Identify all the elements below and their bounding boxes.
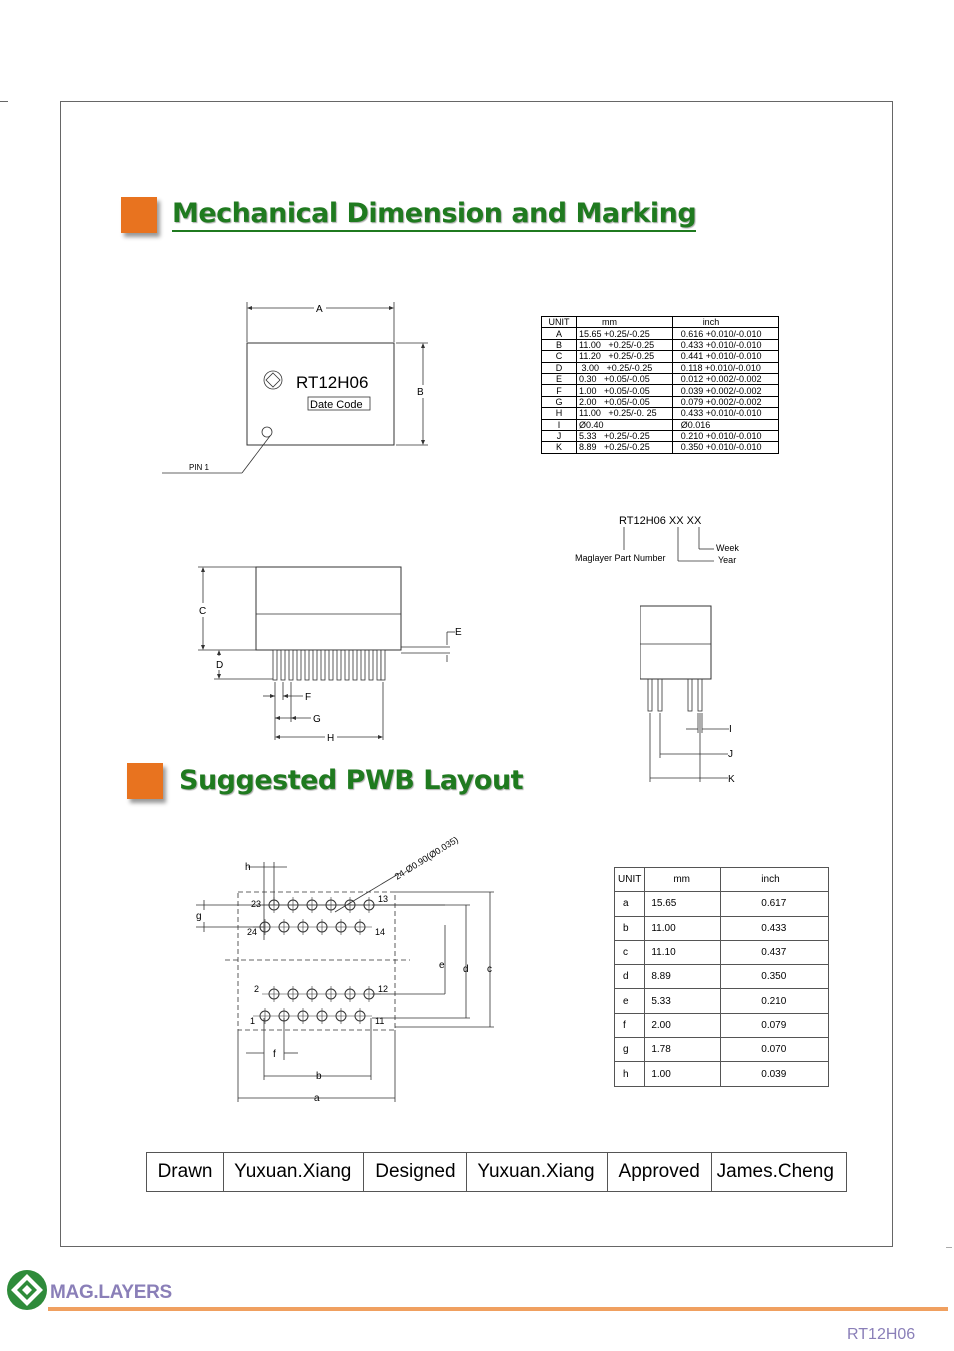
corner-mark [946, 1247, 952, 1248]
dim-label-c: C [199, 606, 207, 617]
table-cell: 0.350 [721, 965, 829, 989]
table-row [542, 339, 779, 350]
dim-label-j: J [728, 749, 733, 760]
table-cell: 0.433 +0.010/-0.010 [672, 408, 778, 419]
table-row [615, 892, 829, 916]
table-cell: 15.65 [645, 892, 721, 916]
table-cell: H [542, 408, 577, 419]
table-cell: 0.30 +0.05/-0.05 [577, 373, 673, 384]
end-view-drawing [640, 600, 740, 790]
table-cell: 0.350 +0.010/-0.010 [672, 442, 778, 453]
table-cell: 8.89 +0.25/-0.25 [577, 442, 673, 453]
table-cell: 0.070 [721, 1038, 829, 1062]
table-cell: 11.00 [645, 916, 721, 940]
table-cell: 2.00 +0.05/-0.05 [577, 396, 673, 407]
table-header-cell: inch [721, 868, 829, 892]
table-cell: 0.433 +0.010/-0.010 [672, 339, 778, 350]
approved-label: Approved [607, 1153, 711, 1192]
pin-label-2: 2 [254, 984, 260, 994]
signoff-table [146, 1152, 847, 1192]
side-view-drawing [195, 560, 465, 750]
table-cell: b [615, 916, 645, 940]
table-row [615, 1062, 829, 1086]
drawn-by: Yuxuan.Xiang [224, 1153, 364, 1192]
table-cell: 0.616 +0.010/-0.010 [672, 328, 778, 339]
corner-mark [0, 101, 8, 102]
table-row [542, 419, 779, 430]
designed-label: Designed [364, 1153, 467, 1192]
table-row [542, 442, 779, 453]
table-cell: 0.433 [721, 916, 829, 940]
designed-by: Yuxuan.Xiang [467, 1153, 607, 1192]
table-cell: d [615, 965, 645, 989]
dim-label-a-lower: a [314, 1093, 320, 1104]
pin-label-11: 11 [375, 1016, 385, 1026]
dim-label-e-lower: e [439, 960, 445, 971]
drawn-label: Drawn [147, 1153, 224, 1192]
table-cell: Ø0.40 [577, 419, 673, 430]
dim-label-h-lower: h [245, 862, 251, 873]
dim-label-f-lower: f [273, 1049, 276, 1060]
dim-label-a: A [316, 304, 323, 315]
table-row [615, 940, 829, 964]
table-cell: a [615, 892, 645, 916]
dim-label-e: E [455, 627, 462, 638]
part-number-marking: RT12H06 [296, 373, 369, 392]
dim-label-d-lower: d [463, 964, 469, 975]
table-cell: 0.079 +0.002/-0.002 [672, 396, 778, 407]
table-header-row [615, 868, 829, 892]
pin-label-13: 13 [378, 894, 389, 904]
table-cell: 0.039 [721, 1062, 829, 1086]
dim-label-f: F [305, 692, 312, 703]
hole-note: 24-Ø0.90(Ø0.035) [392, 834, 461, 882]
table-cell: 0.118 +0.010/-0.010 [672, 362, 778, 373]
table-cell: B [542, 339, 577, 350]
dimension-table [541, 316, 779, 454]
marking-week-label: Week [716, 543, 739, 553]
table-cell: 1.78 [645, 1038, 721, 1062]
table-header-row [542, 317, 779, 328]
pwb-layout-drawing [190, 825, 500, 1105]
dim-label-b-lower: b [316, 1071, 322, 1082]
date-code-marking: Date Code [310, 399, 363, 411]
table-cell: 0.617 [721, 892, 829, 916]
table-header-cell: UNIT [615, 868, 645, 892]
footer-rule [48, 1307, 948, 1311]
table-header-cell: mm [645, 868, 721, 892]
table-row [615, 989, 829, 1013]
table-row [615, 916, 829, 940]
table-row [615, 1038, 829, 1062]
table-header-cell: UNIT [542, 317, 577, 328]
pin-label-1: 1 [250, 1016, 256, 1026]
table-row [542, 328, 779, 339]
table-cell: Ø0.016 [672, 419, 778, 430]
table-row [542, 385, 779, 396]
table-cell: g [615, 1038, 645, 1062]
table-cell: 1.00 +0.05/-0.05 [577, 385, 673, 396]
table-cell: 8.89 [645, 965, 721, 989]
table-cell: c [615, 940, 645, 964]
table-cell: 0.441 +0.010/-0.010 [672, 351, 778, 362]
table-cell: 2.00 [645, 1013, 721, 1037]
table-cell: 0.039 +0.002/-0.002 [672, 385, 778, 396]
pin-label-14: 14 [375, 927, 386, 937]
table-row [542, 351, 779, 362]
table-row [542, 362, 779, 373]
dim-label-h: H [327, 733, 335, 744]
table-row [615, 965, 829, 989]
table-cell: F [542, 385, 577, 396]
pin1-label: PIN 1 [189, 463, 210, 472]
table-cell: D [542, 362, 577, 373]
table-row [542, 373, 779, 384]
table-row [542, 430, 779, 441]
table-cell: A [542, 328, 577, 339]
table-cell: 3.00 +0.25/-0.25 [577, 362, 673, 373]
table-row [542, 396, 779, 407]
dim-label-c-lower: c [487, 964, 492, 975]
marking-legend [570, 510, 760, 570]
dim-label-d: D [216, 660, 224, 671]
top-view-drawing [150, 295, 440, 480]
section-title-mechanical: Mechanical Dimension and Marking [172, 198, 696, 232]
table-cell: G [542, 396, 577, 407]
dim-label-g: G [313, 714, 321, 725]
pin-label-12: 12 [378, 984, 389, 994]
brand-logo-icon [5, 1268, 49, 1312]
table-cell: 5.33 +0.25/-0.25 [577, 430, 673, 441]
table-cell: K [542, 442, 577, 453]
table-cell: 0.012 +0.002/-0.002 [672, 373, 778, 384]
dim-label-i: I [729, 724, 732, 735]
table-cell: 11.20 +0.25/-0.25 [577, 351, 673, 362]
pwb-table [614, 867, 829, 1087]
table-cell: f [615, 1013, 645, 1037]
table-cell: 0.210 +0.010/-0.010 [672, 430, 778, 441]
section-title-pwb: Suggested PWB Layout [179, 765, 524, 796]
table-cell: 1.00 [645, 1062, 721, 1086]
table-cell: 11.10 [645, 940, 721, 964]
table-cell: e [615, 989, 645, 1013]
section-marker-icon [121, 197, 157, 233]
table-cell: J [542, 430, 577, 441]
table-cell: h [615, 1062, 645, 1086]
footer-part-number: RT12H06 [847, 1326, 916, 1343]
dim-label-k: K [728, 774, 735, 785]
table-header-cell: inch [672, 317, 778, 328]
marking-part-label: Maglayer Part Number [575, 553, 666, 563]
dim-label-b: B [417, 387, 424, 398]
pin-label-24: 24 [247, 927, 258, 937]
brand-name: MAG.LAYERS [50, 1282, 172, 1303]
table-cell: E [542, 373, 577, 384]
table-row [615, 1013, 829, 1037]
table-header-cell: mm [577, 317, 673, 328]
table-cell: 0.437 [721, 940, 829, 964]
section-marker-icon [127, 763, 163, 799]
dim-label-g-lower: g [196, 911, 202, 922]
table-cell: 0.079 [721, 1013, 829, 1037]
table-cell: 11.00 +0.25/-0. 25 [577, 408, 673, 419]
marking-code: RT12H06 XX XX [619, 515, 702, 527]
pin-label-23: 23 [251, 899, 262, 909]
table-cell: C [542, 351, 577, 362]
table-row [542, 408, 779, 419]
table-cell: 0.210 [721, 989, 829, 1013]
signoff-row [147, 1153, 847, 1192]
table-cell: 5.33 [645, 989, 721, 1013]
table-cell: I [542, 419, 577, 430]
marking-year-label: Year [718, 555, 737, 565]
table-cell: 15.65 +0.25/-0.25 [577, 328, 673, 339]
approved-by: James.Cheng [711, 1153, 846, 1192]
table-cell: 11.00 +0.25/-0.25 [577, 339, 673, 350]
